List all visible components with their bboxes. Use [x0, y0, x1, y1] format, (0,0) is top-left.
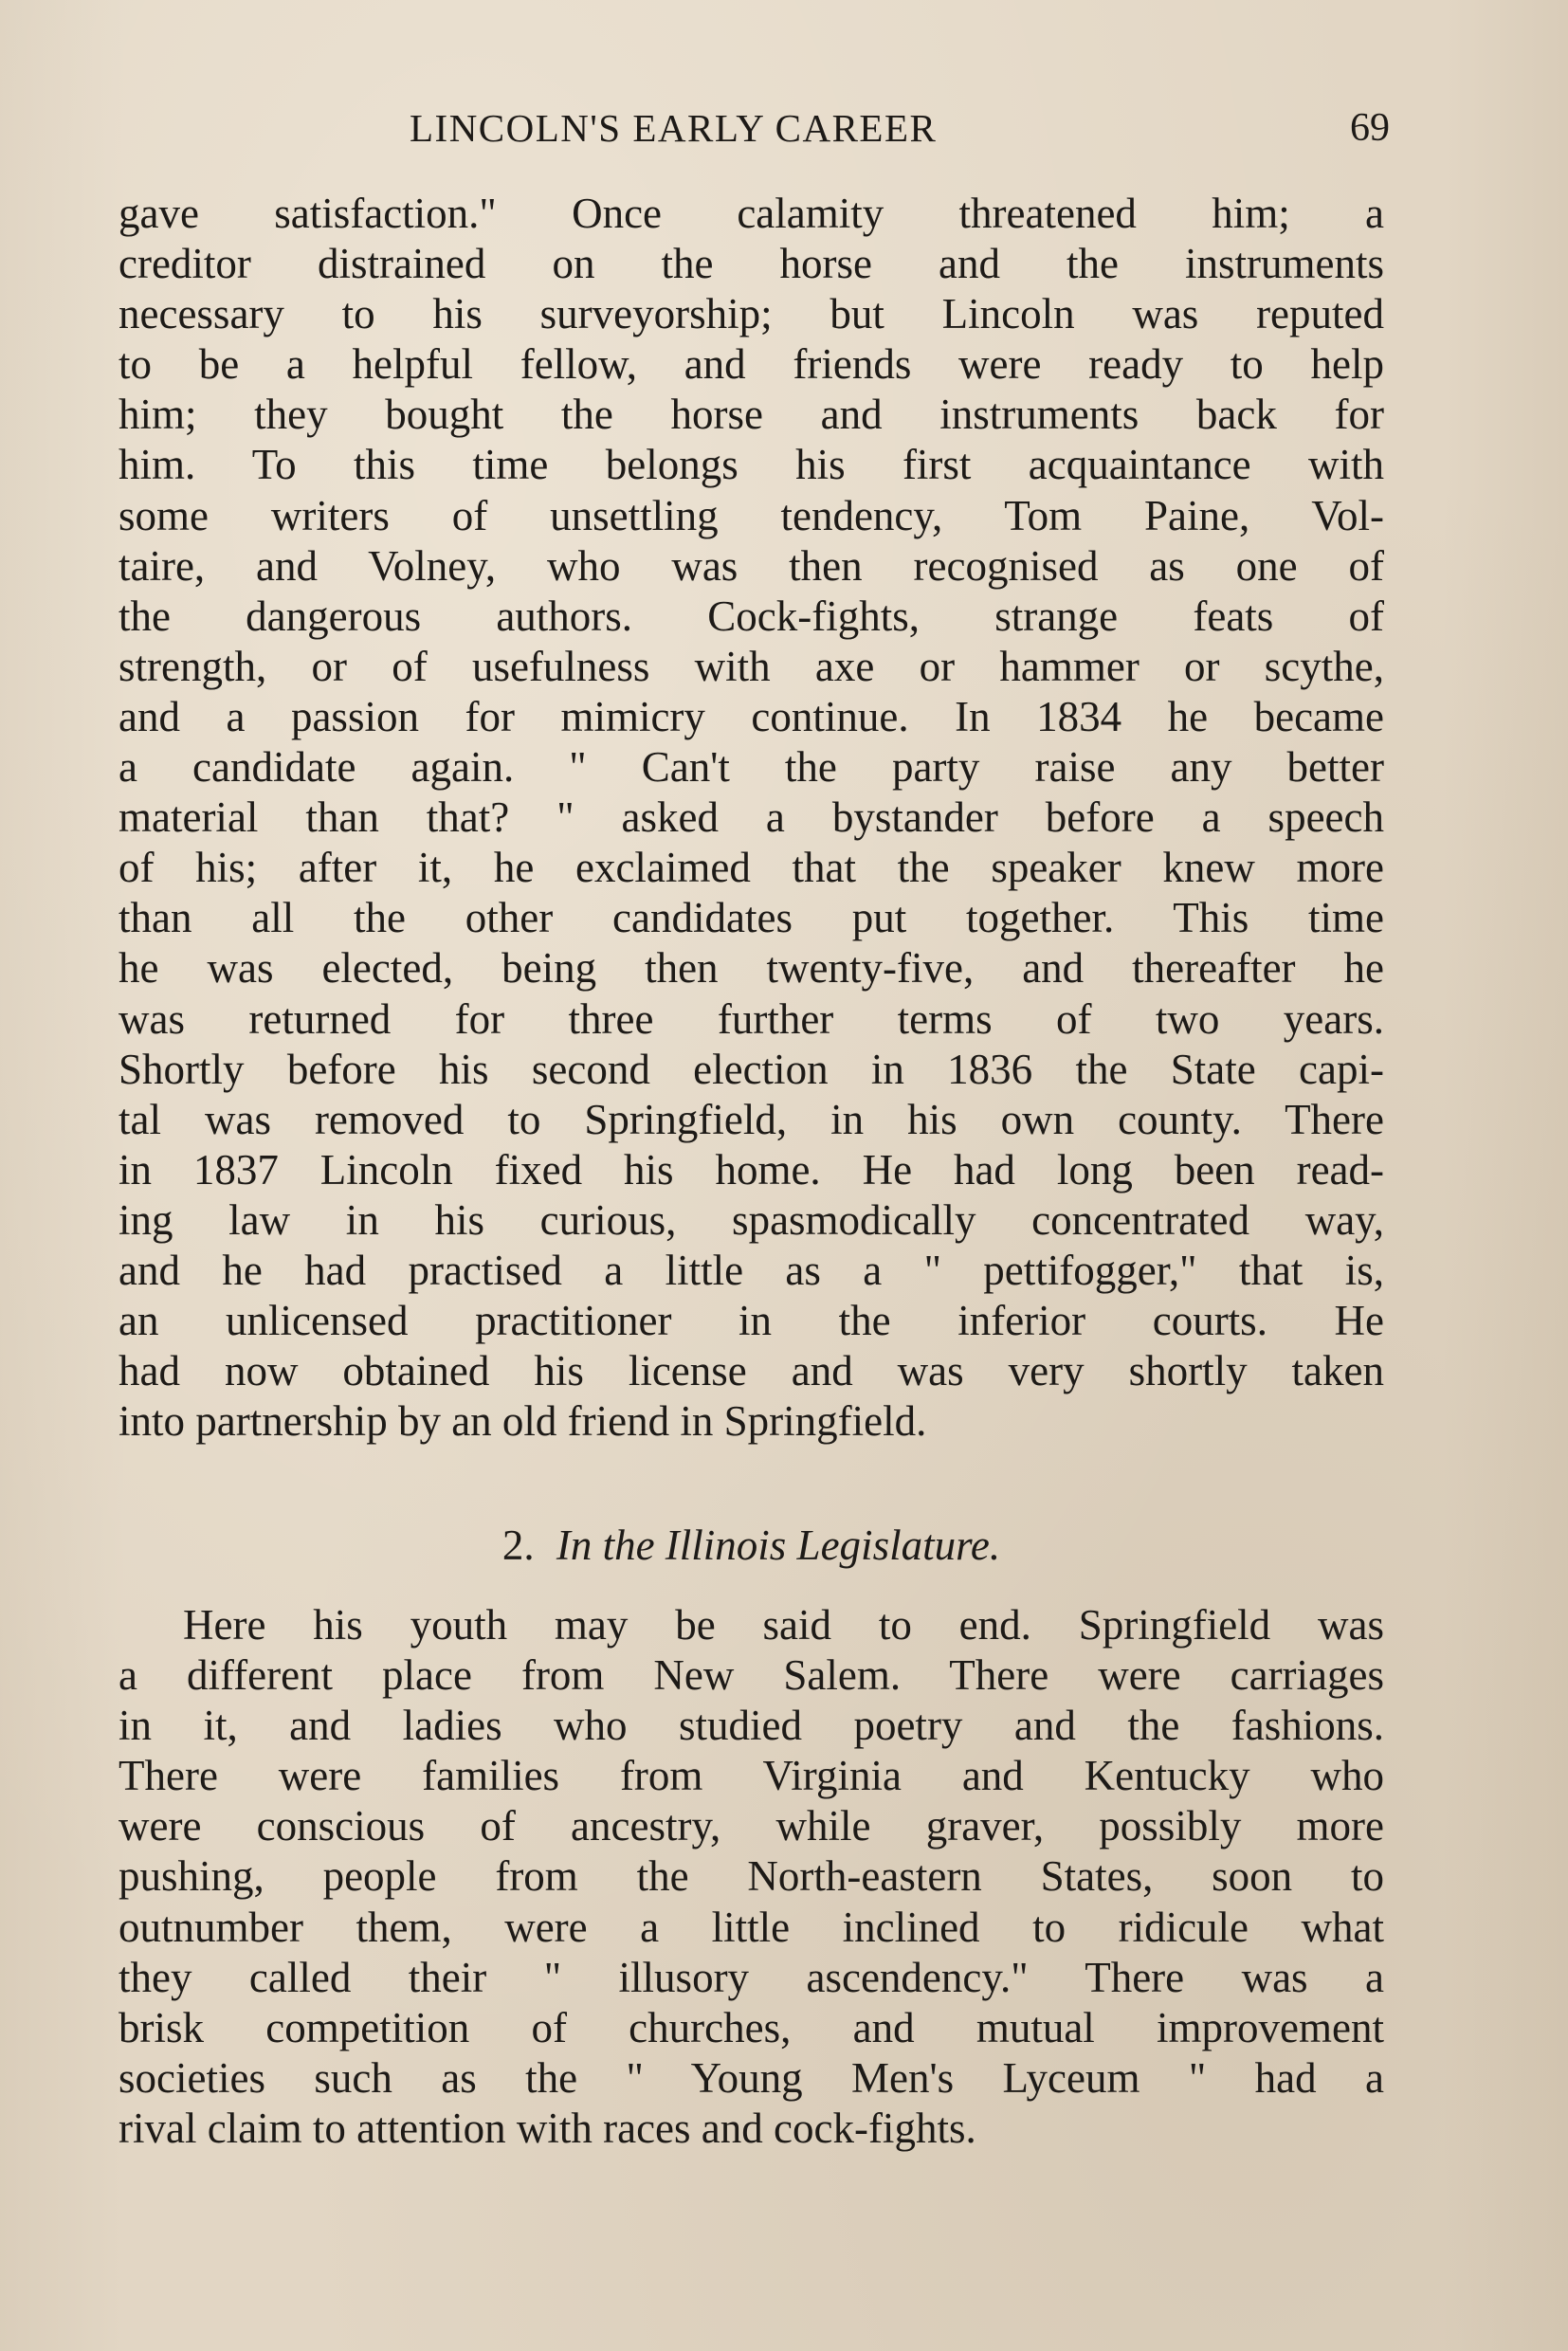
text-line: brisk competition of churches, and mutual improvement [119, 2003, 1384, 2051]
text-line: and a passion for mimicry continue. In 1834 he became [119, 692, 1384, 740]
text-line: some writers of unsettling tendency, Tom Paine, Vol- [119, 491, 1384, 539]
paragraph-1 [119, 189, 1384, 1447]
page-number: 69 [1350, 106, 1390, 150]
text-line: was returned for three further terms of two years. [119, 994, 1384, 1043]
text-line: creditor distrained on the horse and the instruments [119, 240, 1384, 288]
running-head [119, 90, 1390, 175]
text-line: necessary to his surveyorship; but Lincoln was reputed [119, 290, 1384, 338]
text-line: tal was removed to Springfield, in his own county. There [119, 1095, 1384, 1143]
text-line: Here his youth may be said to end. Springfield was [183, 1601, 1384, 1649]
section-title: In the Illinois Legislature. [556, 1522, 1001, 1569]
text-line: him. To this time belongs his first acquaintance with [119, 441, 1384, 489]
text-line: of his; after it, he exclaimed that the speaker knew more [119, 844, 1384, 892]
book-page [119, 90, 1390, 2270]
section-heading [119, 1517, 1384, 1574]
text-line: Shortly before his second election in 1836 the State capi- [119, 1045, 1384, 1093]
text-line: ing law in his curious, spasmodically concentrated way, [119, 1195, 1384, 1244]
running-title: LINCOLN'S EARLY CAREER [410, 106, 938, 150]
text-line: societies such as the " Young Men's Lyceum " had a [119, 2053, 1384, 2102]
text-line: him; they bought the horse and instruments back for [119, 391, 1384, 439]
text-line: gave satisfaction." Once calamity threatened him; a [119, 190, 1384, 237]
text-line: rival claim to attention with races and cock-fights. [119, 2104, 976, 2152]
text-line: they called their " illusory ascendency." There was a [119, 1953, 1384, 2001]
text-line: pushing, people from the North-eastern States, soon to [119, 1852, 1384, 1901]
paragraph-2 [119, 1600, 1384, 2154]
text-line: and he had practised a little as a " pettifogger," that is, [119, 1246, 1384, 1294]
text-line: an unlicensed practitioner in the inferior courts. He [119, 1297, 1384, 1345]
text-line: There were families from Virginia and Kentucky who [119, 1752, 1384, 1800]
text-line: into partnership by an old friend in Springfield. [119, 1397, 927, 1446]
text-line: in 1837 Lincoln fixed his home. He had long been read- [119, 1145, 1384, 1194]
text-line: the dangerous authors. Cock-fights, strange feats of [119, 592, 1384, 640]
text-line: he was elected, being then twenty-five, and thereafter he [119, 944, 1384, 993]
text-line: had now obtained his license and was very shortly taken [119, 1347, 1384, 1395]
text-line: a candidate again. " Can't the party raise any better [119, 743, 1384, 792]
text-line: outnumber them, were a little inclined to ridicule what [119, 1903, 1384, 1951]
text-line: material than that? " asked a bystander before a speech [119, 793, 1384, 842]
text-line: than all the other candidates put together. This time [119, 894, 1384, 942]
text-line: taire, and Volney, who was then recognised as one of [119, 541, 1384, 590]
text-line: in it, and ladies who studied poetry and the fashions. [119, 1702, 1384, 1750]
text-line: strength, or of usefulness with axe or hammer or scythe, [119, 642, 1384, 690]
text-line: a different place from New Salem. There were carriages [119, 1651, 1384, 1700]
section-number: 2. [501, 1522, 535, 1569]
text-line: to be a helpful fellow, and friends were ready to help [119, 340, 1384, 389]
text-line: were conscious of ancestry, while graver, possibly more [119, 1802, 1384, 1850]
